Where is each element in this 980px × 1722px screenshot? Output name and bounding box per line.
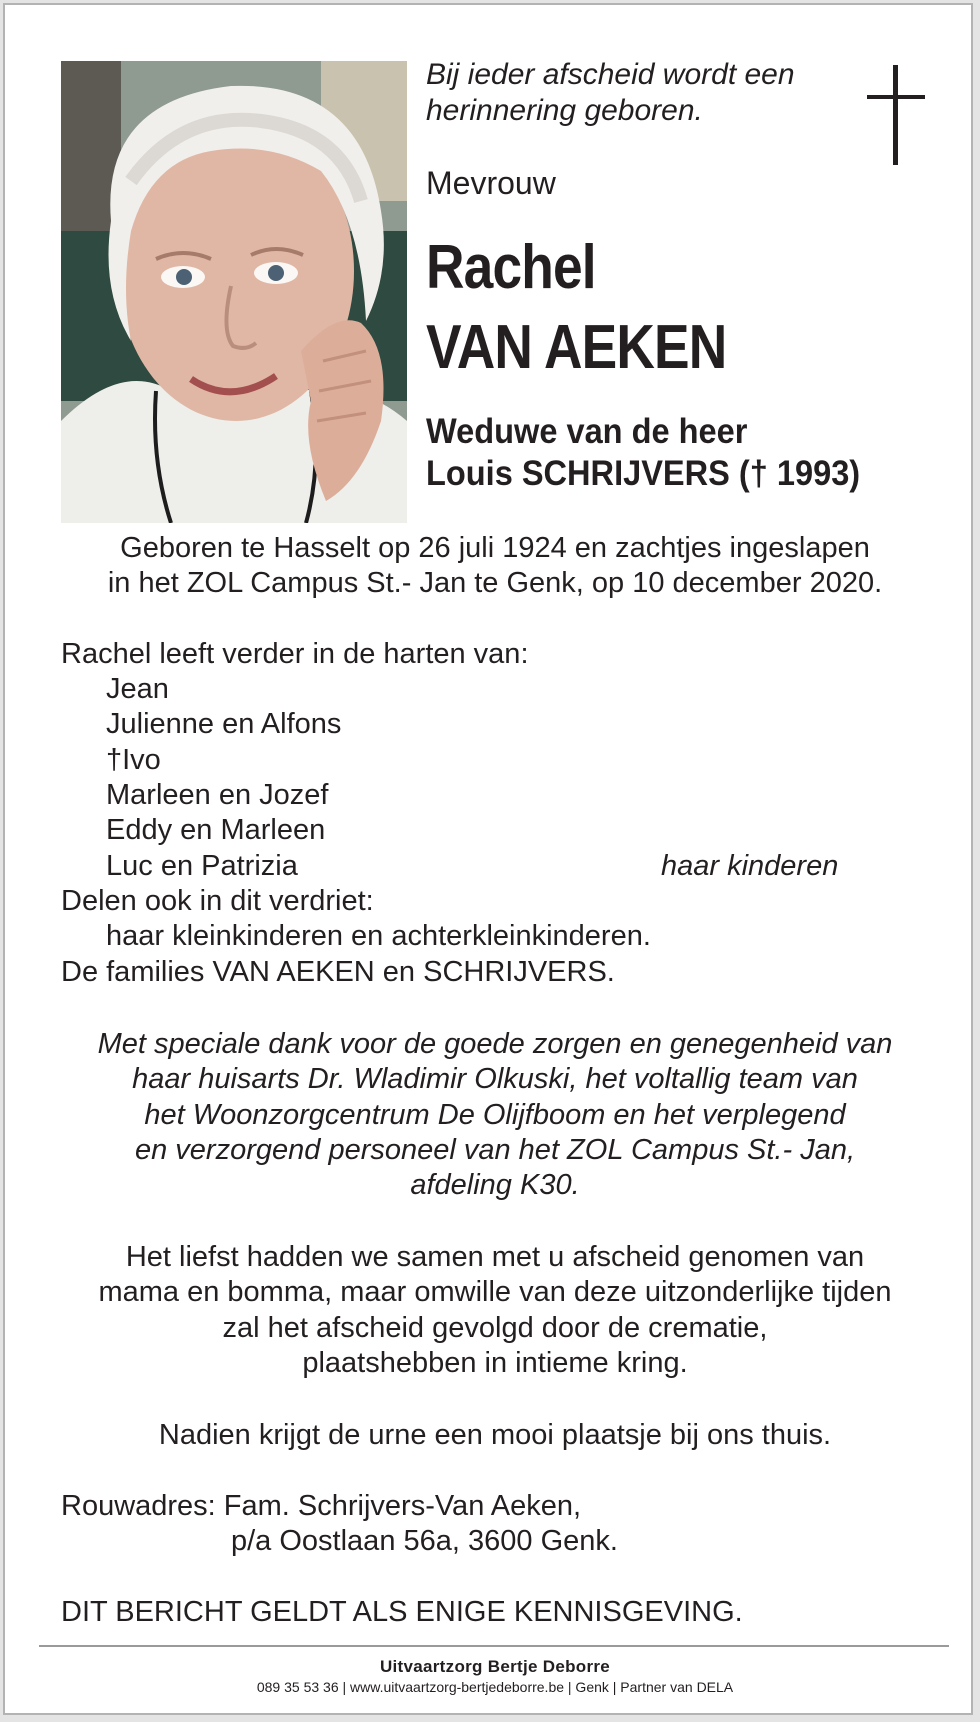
mourning-address-line-2: p/a Oostlaan 56a, 3600 Genk. [231,1525,618,1557]
thanks-line: afdeling K30. [410,1169,580,1201]
farewell-line: plaatshebben in intieme kring. [302,1347,688,1379]
child-item: Eddy en Marleen [106,814,326,846]
mourning-address-line-1: Rouwadres: Fam. Schrijvers-Van Aeken, [61,1490,582,1522]
opening-quote [426,57,795,129]
families: De families VAN AEKEN en SCHRIJVERS. [61,956,615,988]
child-item: †Ivo [106,744,161,776]
grandchildren: haar kleinkinderen en achterkleinkinderen. [106,920,651,952]
also-grieving: Delen ook in dit verdriet: [61,885,374,917]
thanks-line: en verzorgend personeel van het ZOL Campus St.- Jan, [134,1134,856,1166]
child-item: Julienne en Alfons [106,708,342,740]
birth-death-line-1: Geboren te Hasselt op 26 juli 1924 en zachtjes ingeslapen [120,532,870,564]
spouse-line-2: Louis SCHRIJVERS († 1993) [426,454,861,493]
quote-line-2: herinnering geboren. [426,94,703,127]
salutation: Mevrouw [426,165,556,201]
birth-death-line-2: in het ZOL Campus St.- Jan te Genk, op 10 december 2020. [107,567,883,599]
thanks-line: Met speciale dank voor de goede zorgen en genegenheid van [97,1028,893,1060]
cross-icon [867,65,925,165]
urn-note: Nadien krijgt de urne een mooi plaatsje bij ons thuis. [158,1419,832,1451]
child-item: Marleen en Jozef [106,779,329,811]
footer-divider [39,1645,949,1647]
thanks-line: haar huisarts Dr. Wladimir Olkuski, het voltallig team van [132,1063,858,1095]
quote-line-1: Bij ieder afscheid wordt een [426,58,795,91]
farewell-line: zal het afscheid gevolgd door de crematie, [222,1312,768,1344]
child-item: Luc en Patrizia [106,850,298,882]
deceased-last-name: VAN AEKEN [426,313,727,382]
funeral-company-name: Uitvaartzorg Bertje Deborre [379,1657,611,1676]
farewell-line: mama en bomma, maar omwille van deze uitzonderlijke tijden [98,1276,892,1308]
farewell-line: Het liefst hadden we samen met u afscheid genomen van [125,1241,865,1273]
thanks-line: het Woonzorgcentrum De Olijfboom en het verplegend [144,1099,846,1131]
funeral-company-contact: 089 35 53 36 | www.uitvaartzorg-bertjedeborre.be | Genk | Partner van DELA [256,1679,734,1695]
obituary-card [3,3,973,1715]
child-item: Jean [106,673,169,705]
portrait-photo [61,61,407,523]
spouse-line-1: Weduwe van de heer [426,412,748,451]
deceased-first-name: Rachel [426,233,596,302]
children-label: haar kinderen [661,850,839,882]
family-intro: Rachel leeft verder in de harten van: [61,638,529,670]
notice: DIT BERICHT GELDT ALS ENIGE KENNISGEVING. [61,1596,743,1628]
